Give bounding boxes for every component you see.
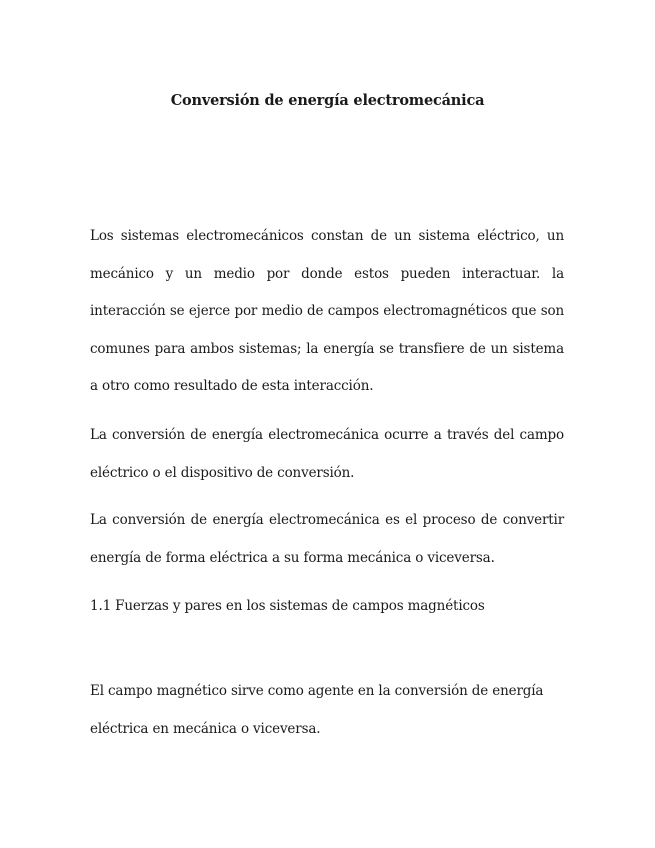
paragraph-conversion-field: La conversión de energía electromecánica ocurre a través del campo eléctrico o el dispositivo de conversión. bbox=[90, 427, 564, 481]
paragraph-magnetic-field: El campo magnético sirve como agente en la conversión de energía eléctrica en mecánica o viceversa. bbox=[90, 683, 544, 737]
document-title: Conversión de energía electromecánica bbox=[170, 92, 485, 109]
paragraph-conversion-process: La conversión de energía electromecánica es el proceso de convertir energía de forma eléctrica a su forma mecánica o viceversa. bbox=[90, 512, 564, 566]
section-heading: 1.1 Fuerzas y pares en los sistemas de campos magnéticos bbox=[90, 598, 485, 614]
paragraph-intro: Los sistemas electromecánicos constan de un sistema eléctrico, un mecánico y un medio por donde estos pueden interactuar. la interacción se ejerce por medio de campos electromagnéticos que son comunes para ambos sistemas; la energía se transfiere de un sistema a otro como resultado de esta interacción. bbox=[90, 228, 564, 394]
